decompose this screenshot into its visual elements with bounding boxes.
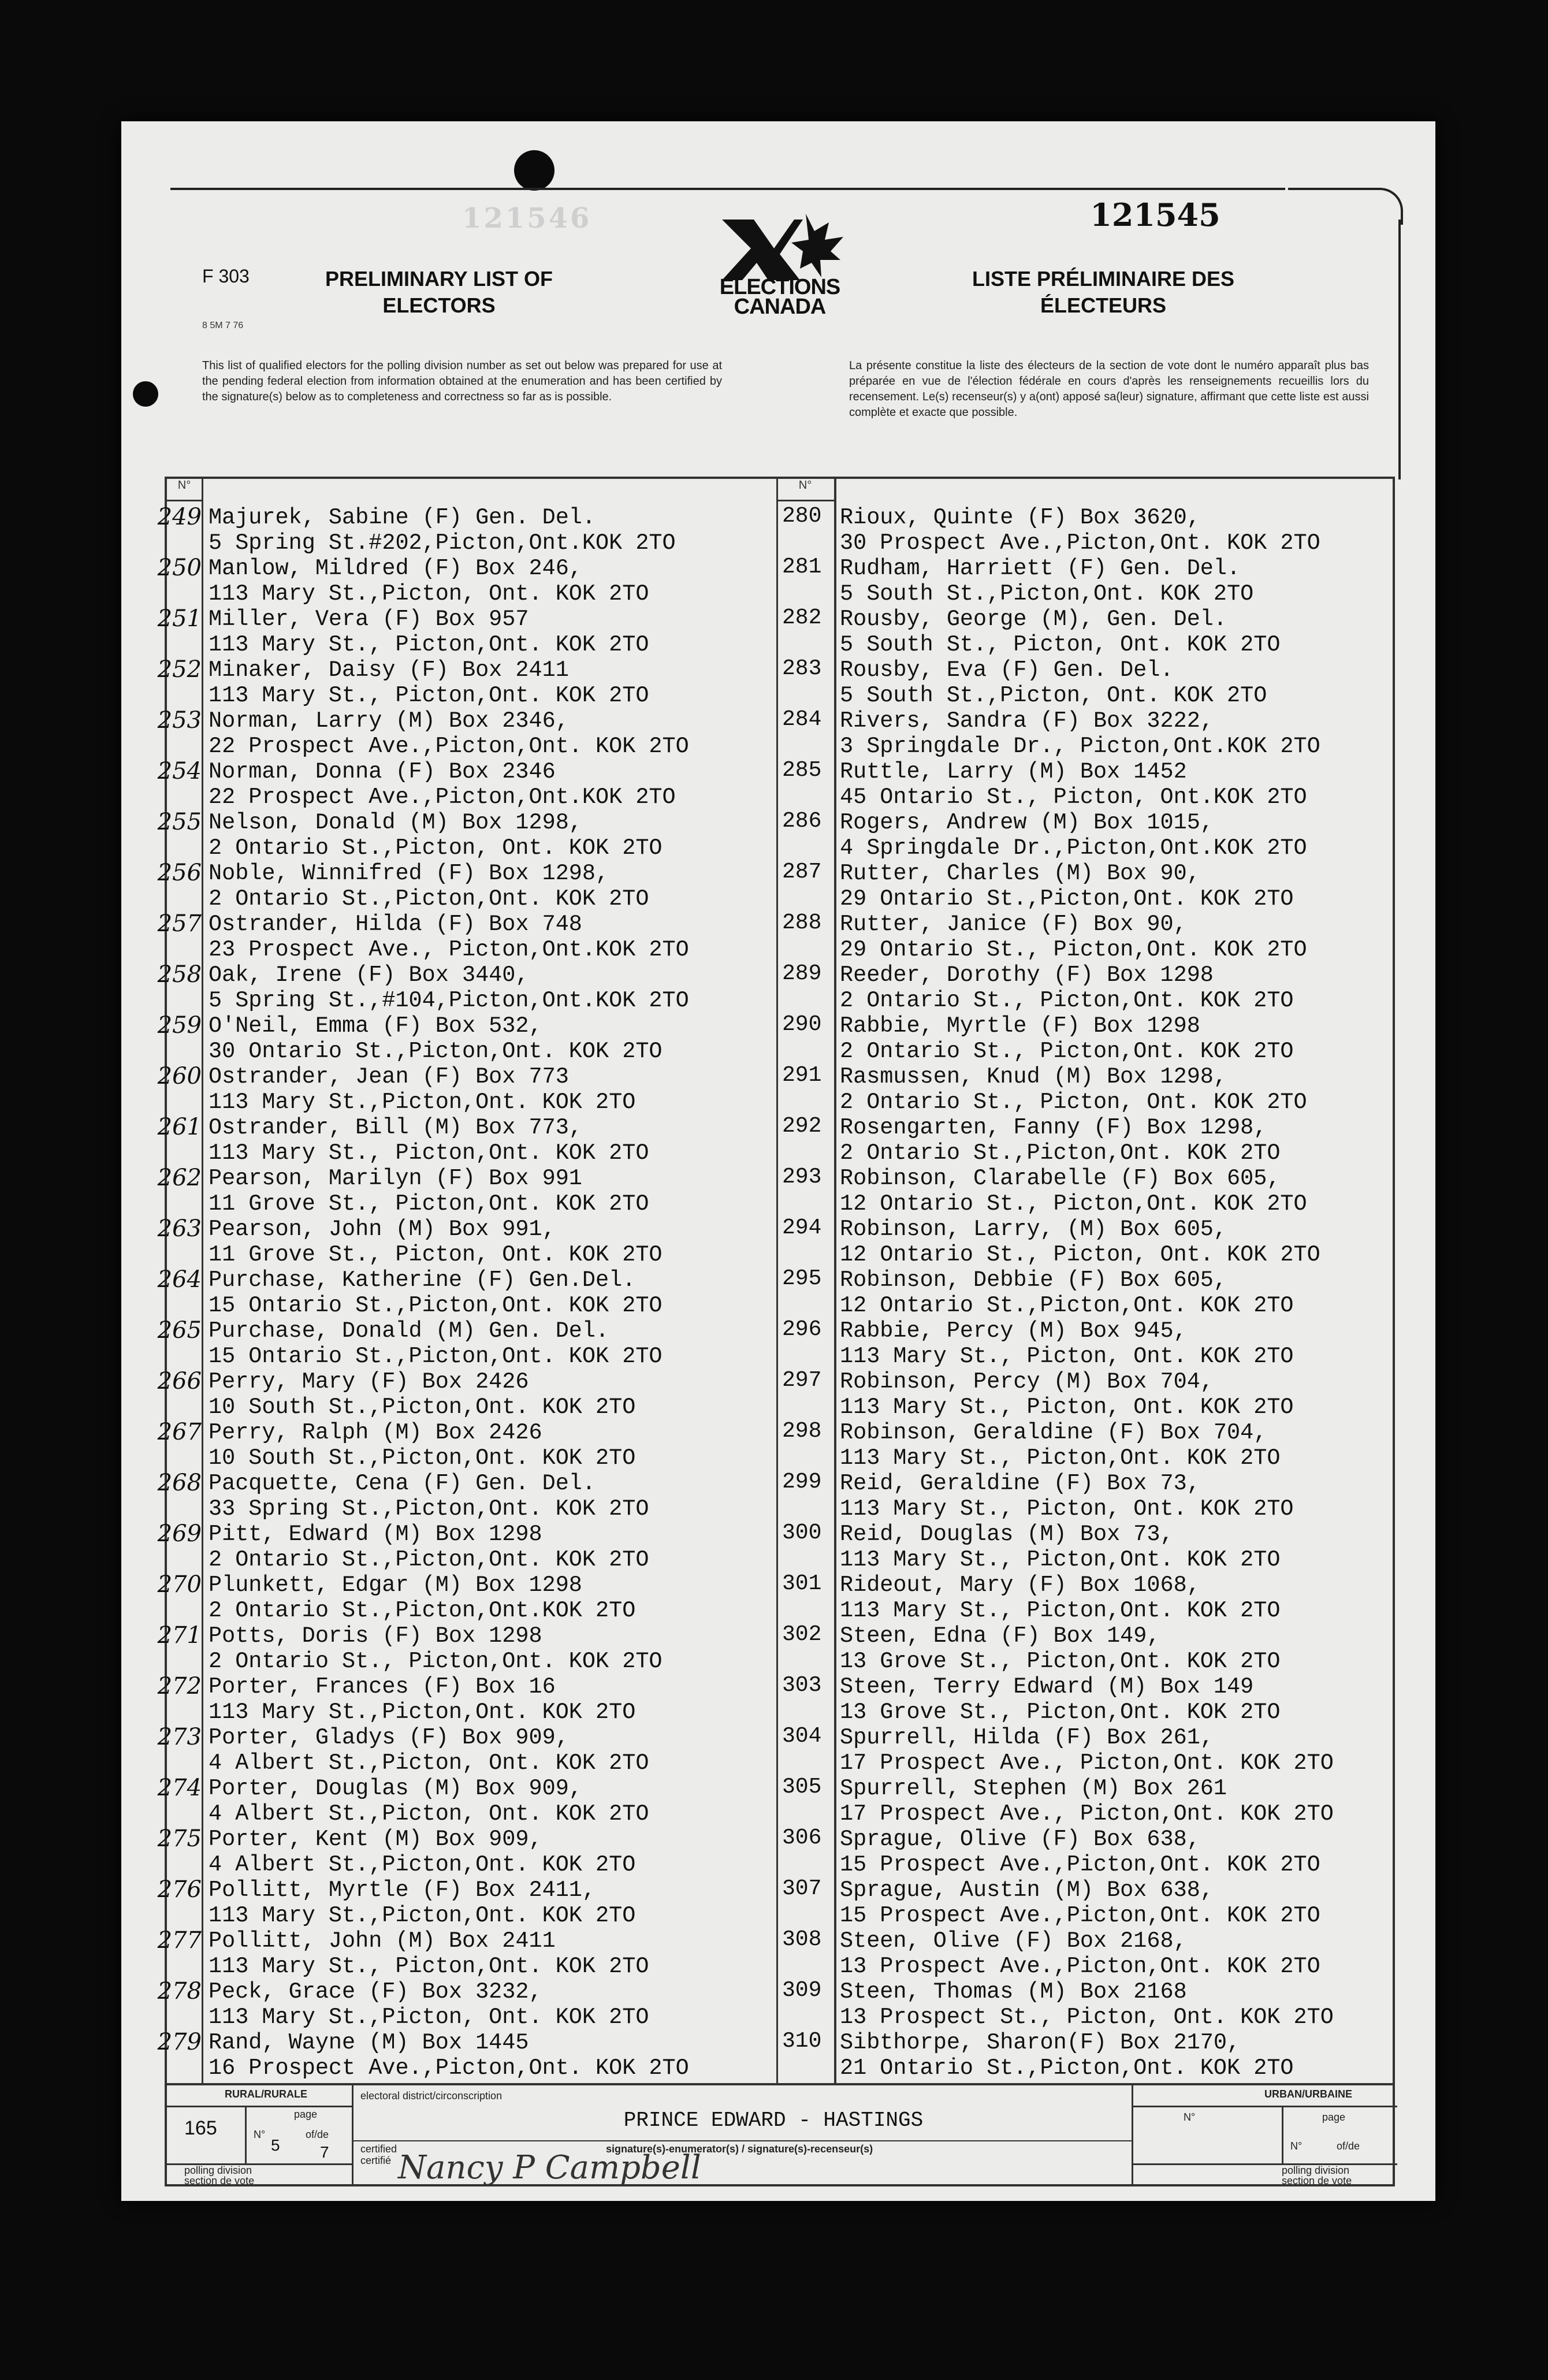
enumerator-signature: Nancy P Campbell (398, 2149, 701, 2186)
right-entry-name: Robinson, Percy (M) Box 704, (840, 1369, 1214, 1394)
polling-division-number: 165 (184, 2117, 217, 2139)
right-entry-name: Reeder, Dorothy (F) Box 1298 (840, 962, 1214, 988)
left-entry-number: 262 (157, 1165, 202, 1191)
col-header-left (167, 479, 203, 501)
logo-text (699, 277, 861, 317)
no-label-urban-2: N° (1290, 2140, 1303, 2152)
right-entry-address: 17 Prospect Ave., Picton,Ont. KOK 2TO (840, 1801, 1334, 1827)
elections-canada-logo (699, 208, 861, 329)
right-entry-number: 309 (782, 1978, 822, 2003)
punch-hole-top (514, 150, 555, 191)
right-entry-number: 298 (782, 1419, 822, 1444)
electors-table (157, 477, 1395, 2085)
right-entry-number: 308 (782, 1927, 822, 1952)
left-entry-number: 251 (157, 605, 202, 632)
right-entry-name: Rabbie, Percy (M) Box 945, (840, 1318, 1187, 1344)
right-entry-number: 306 (782, 1825, 822, 1850)
footer-hline-2 (1132, 2106, 1397, 2107)
right-entry-address: 45 Ontario St., Picton, Ont.KOK 2TO (840, 784, 1307, 810)
left-entry-address: 4 Albert St.,Picton, Ont. KOK 2TO (209, 1750, 649, 1776)
page-of: 7 (320, 2143, 329, 2161)
title-en-line2: ELECTORS (382, 293, 496, 317)
certified-label-en: certified (360, 2143, 397, 2155)
right-entry-name: Rousby, Eva (F) Gen. Del. (840, 657, 1174, 683)
left-entry-name: Manlow, Mildred (F) Box 246, (209, 556, 582, 581)
right-entry-number: 296 (782, 1317, 822, 1342)
right-entry-number: 303 (782, 1673, 822, 1698)
right-entry-name: Steen, Olive (F) Box 2168, (840, 1928, 1187, 1954)
left-entry-name: O'Neil, Emma (F) Box 532, (209, 1013, 542, 1039)
right-entry-address: 29 Ontario St., Picton,Ont. KOK 2TO (840, 937, 1307, 962)
right-entry-name: Sprague, Austin (M) Box 638, (840, 1877, 1214, 1903)
right-entry-name: Steen, Edna (F) Box 149, (840, 1623, 1160, 1649)
right-entry-address: 2 Ontario St.,Picton,Ont. KOK 2TO (840, 1140, 1281, 1166)
right-entry-name: Rivers, Sandra (F) Box 3222, (840, 708, 1214, 734)
polling-label-fr-rural: section de vote (184, 2175, 255, 2186)
right-entry-address: 29 Ontario St.,Picton,Ont. KOK 2TO (840, 886, 1294, 912)
right-entry-number: 310 (782, 2029, 822, 2054)
right-entry-number: 297 (782, 1368, 822, 1393)
polling-label-en-urban: polling division (1282, 2165, 1350, 2176)
district-label: electoral district/circonscription (360, 2090, 503, 2102)
footer-hline-5 (352, 2140, 1132, 2141)
left-entry-address: 22 Prospect Ave.,Picton,Ont.KOK 2TO (209, 784, 676, 810)
right-entry-name: Reid, Geraldine (F) Box 73, (840, 1471, 1200, 1496)
left-entry-name: Oak, Irene (F) Box 3440, (209, 962, 529, 988)
left-entry-number: 261 (157, 1114, 202, 1140)
of-label-rural: of/de (306, 2129, 329, 2140)
signature-label: signature(s)-enumerator(s) / signature(s)-recenseur(s) (606, 2143, 873, 2155)
intro-english: This list of qualified electors for the polling division number as set out below was prepared for use at the pending federal election from information obtained at the enumeration and has been certified by the signature(s) below as to completeness and correctness so far as is possible. (202, 359, 722, 403)
left-entry-number: 263 (157, 1215, 202, 1242)
left-entry-name: Ostrander, Hilda (F) Box 748 (209, 912, 582, 937)
left-entry-name: Rand, Wayne (M) Box 1445 (209, 2030, 529, 2055)
left-entry-name: Pacquette, Cena (F) Gen. Del. (209, 1471, 596, 1496)
page-label-urban: page (1322, 2111, 1346, 2123)
right-entry-address: 113 Mary St., Picton,Ont. KOK 2TO (840, 1445, 1281, 1471)
right-entry-number: 290 (782, 1012, 822, 1037)
certified-label-fr: certifié (360, 2155, 392, 2166)
left-entry-name: Pearson, John (M) Box 991, (209, 1217, 556, 1242)
left-entry-address: 113 Mary St.,Picton, Ont. KOK 2TO (209, 2005, 649, 2030)
left-entry-address: 2 Ontario St.,Picton, Ont. KOK 2TO (209, 835, 663, 861)
right-entry-address: 2 Ontario St., Picton, Ont. KOK 2TO (840, 1089, 1307, 1115)
right-entry-address: 113 Mary St., Picton, Ont. KOK 2TO (840, 1344, 1294, 1369)
polling-label-en-rural: polling division (184, 2165, 252, 2176)
right-entry-address: 113 Mary St., Picton, Ont. KOK 2TO (840, 1496, 1294, 1522)
left-entry-name: Potts, Doris (F) Box 1298 (209, 1623, 542, 1649)
left-entry-number: 265 (157, 1317, 202, 1344)
right-entry-name: Rabbie, Myrtle (F) Box 1298 (840, 1013, 1200, 1039)
right-entry-address: 13 Grove St., Picton,Ont. KOK 2TO (840, 1649, 1281, 1674)
right-entry-name: Rutter, Janice (F) Box 90, (840, 912, 1187, 937)
left-entry-name: Porter, Frances (F) Box 16 (209, 1674, 556, 1700)
right-entry-number: 287 (782, 860, 822, 884)
left-entry-number: 277 (157, 1927, 202, 1954)
right-entry-name: Sprague, Olive (F) Box 638, (840, 1827, 1200, 1852)
left-entry-address: 113 Mary St.,Picton,Ont. KOK 2TO (209, 1089, 636, 1115)
left-entry-number: 272 (157, 1673, 202, 1700)
footer-vline-a (245, 2106, 247, 2163)
left-entry-address: 113 Mary St., Picton,Ont. KOK 2TO (209, 1954, 649, 1979)
footer-divider-2 (1132, 2085, 1133, 2186)
col-header-left-label: N° (177, 479, 191, 492)
left-entry-number: 250 (157, 555, 202, 581)
col-header-right-label: N° (798, 479, 812, 492)
footer-hline-1 (167, 2106, 352, 2107)
page-label-rural: page (294, 2108, 318, 2120)
right-entry-name: Ruttle, Larry (M) Box 1452 (840, 759, 1187, 784)
left-entry-name: Plunkett, Edgar (M) Box 1298 (209, 1572, 582, 1598)
left-entry-number: 279 (157, 2029, 202, 2055)
right-entry-number: 304 (782, 1724, 822, 1749)
right-entry-number: 280 (782, 504, 822, 529)
footer-hline-4 (1132, 2163, 1397, 2165)
left-entry-name: Norman, Larry (M) Box 2346, (209, 708, 569, 734)
right-entry-address: 12 Ontario St., Picton,Ont. KOK 2TO (840, 1191, 1307, 1217)
left-entry-number: 270 (157, 1571, 202, 1598)
left-entry-address: 2 Ontario St.,Picton,Ont. KOK 2TO (209, 1547, 649, 1572)
left-entry-address: 2 Ontario St.,Picton,Ont.KOK 2TO (209, 1598, 636, 1623)
left-entry-number: 266 (157, 1368, 202, 1394)
right-entry-address: 4 Springdale Dr.,Picton,Ont.KOK 2TO (840, 835, 1307, 861)
left-entry-number: 274 (157, 1775, 202, 1801)
left-entry-number: 264 (157, 1266, 202, 1293)
rural-label: RURAL/RURALE (225, 2088, 307, 2100)
right-entry-number: 305 (782, 1775, 822, 1799)
left-entry-address: 33 Spring St.,Picton,Ont. KOK 2TO (209, 1496, 649, 1522)
left-entry-address: 113 Mary St., Picton,Ont. KOK 2TO (209, 683, 649, 708)
right-entry-number: 283 (782, 656, 822, 681)
right-entry-address: 13 Prospect Ave.,Picton,Ont. KOK 2TO (840, 1954, 1320, 1979)
left-entry-number: 278 (157, 1978, 202, 2005)
right-entry-name: Steen, Thomas (M) Box 2168 (840, 1979, 1187, 2005)
punch-hole-left (133, 381, 158, 407)
of-label-urban: of/de (1337, 2140, 1360, 2152)
left-entry-name: Miller, Vera (F) Box 957 (209, 607, 529, 632)
right-entry-number: 291 (782, 1063, 822, 1088)
urban-label: URBAN/URBAINE (1264, 2088, 1352, 2100)
right-entry-number: 289 (782, 961, 822, 986)
right-entry-name: Sibthorpe, Sharon(F) Box 2170, (840, 2030, 1241, 2055)
right-entry-address: 2 Ontario St., Picton,Ont. KOK 2TO (840, 1039, 1294, 1064)
right-entry-number: 281 (782, 555, 822, 579)
left-entry-name: Ostrander, Bill (M) Box 773, (209, 1115, 582, 1140)
left-entry-address: 11 Grove St., Picton,Ont. KOK 2TO (209, 1191, 649, 1217)
left-entry-address: 4 Albert St.,Picton, Ont. KOK 2TO (209, 1801, 649, 1827)
right-entry-address: 2 Ontario St., Picton,Ont. KOK 2TO (840, 988, 1294, 1013)
right-entry-address: 5 South St., Picton, Ont. KOK 2TO (840, 632, 1281, 657)
left-entry-address: 113 Mary St., Picton,Ont. KOK 2TO (209, 632, 649, 657)
left-entry-number: 268 (157, 1470, 202, 1496)
left-entry-address: 15 Ontario St.,Picton,Ont. KOK 2TO (209, 1293, 663, 1318)
right-entry-address: 30 Prospect Ave.,Picton,Ont. KOK 2TO (840, 530, 1320, 556)
left-entry-address: 5 Spring St.,#104,Picton,Ont.KOK 2TO (209, 988, 689, 1013)
left-entry-number: 255 (157, 809, 202, 835)
left-entry-name: Pollitt, John (M) Box 2411 (209, 1928, 556, 1954)
left-entry-number: 275 (157, 1825, 202, 1852)
footer-divider-1 (352, 2085, 353, 2186)
left-entry-name: Perry, Ralph (M) Box 2426 (209, 1420, 542, 1445)
right-entry-name: Steen, Terry Edward (M) Box 149 (840, 1674, 1254, 1700)
left-entry-name: Porter, Douglas (M) Box 909, (209, 1776, 582, 1801)
right-entry-address: 3 Springdale Dr., Picton,Ont.KOK 2TO (840, 734, 1320, 759)
right-entry-name: Rioux, Quinte (F) Box 3620, (840, 505, 1200, 530)
right-entry-address: 13 Grove St., Picton,Ont. KOK 2TO (840, 1700, 1281, 1725)
right-entry-address: 17 Prospect Ave., Picton,Ont. KOK 2TO (840, 1750, 1334, 1776)
right-entry-address: 12 Ontario St., Picton, Ont. KOK 2TO (840, 1242, 1320, 1267)
right-entry-address: 13 Prospect St., Picton, Ont. KOK 2TO (840, 2005, 1334, 2030)
right-entry-name: Robinson, Geraldine (F) Box 704, (840, 1420, 1267, 1445)
right-entry-number: 302 (782, 1622, 822, 1647)
right-entry-name: Rideout, Mary (F) Box 1068, (840, 1572, 1200, 1598)
right-entry-number: 307 (782, 1876, 822, 1901)
title-french (942, 266, 1265, 319)
right-entry-number: 294 (782, 1215, 822, 1240)
left-entry-address: 113 Mary St., Picton,Ont. KOK 2TO (209, 1140, 649, 1166)
left-entry-name: Porter, Kent (M) Box 909, (209, 1827, 542, 1852)
no-label-urban: N° (1184, 2111, 1196, 2123)
left-entry-name: Purchase, Donald (M) Gen. Del. (209, 1318, 609, 1344)
right-entry-name: Spurrell, Stephen (M) Box 261 (840, 1776, 1227, 1801)
left-entry-name: Pitt, Edward (M) Box 1298 (209, 1522, 542, 1547)
right-entry-name: Spurrell, Hilda (F) Box 261, (840, 1725, 1214, 1750)
left-entry-address: 2 Ontario St.,Picton,Ont. KOK 2TO (209, 886, 649, 912)
right-entry-name: Robinson, Larry, (M) Box 605, (840, 1217, 1227, 1242)
left-entry-number: 276 (157, 1876, 202, 1903)
left-entry-address: 15 Ontario St.,Picton,Ont. KOK 2TO (209, 1344, 663, 1369)
left-entry-address: 2 Ontario St., Picton,Ont. KOK 2TO (209, 1649, 663, 1674)
left-entry-number: 273 (157, 1724, 202, 1750)
right-entry-address: 15 Prospect Ave.,Picton,Ont. KOK 2TO (840, 1852, 1320, 1877)
left-entry-address: 5 Spring St.#202,Picton,Ont.KOK 2TO (209, 530, 676, 556)
left-entry-number: 252 (157, 656, 202, 683)
left-entry-name: Purchase, Katherine (F) Gen.Del. (209, 1267, 636, 1293)
right-entry-number: 285 (782, 758, 822, 783)
left-entry-number: 254 (157, 758, 202, 784)
right-rule (1398, 220, 1401, 479)
left-number-divider (202, 479, 203, 2083)
left-entry-name: Norman, Donna (F) Box 2346 (209, 759, 556, 784)
right-entry-name: Rogers, Andrew (M) Box 1015, (840, 810, 1214, 835)
right-entry-number: 284 (782, 707, 822, 732)
document-sheet (121, 121, 1435, 2201)
left-entry-name: Majurek, Sabine (F) Gen. Del. (209, 505, 596, 530)
title-fr-line2: ÉLECTEURS (1040, 293, 1167, 317)
left-entry-number: 257 (157, 910, 202, 937)
faint-stamp: 121546 (462, 202, 592, 235)
right-entry-number: 286 (782, 809, 822, 834)
left-entry-number: 269 (157, 1520, 202, 1547)
right-entry-number: 282 (782, 605, 822, 630)
form-number: F 303 (202, 266, 250, 287)
left-entry-name: Porter, Gladys (F) Box 909, (209, 1725, 569, 1750)
right-entry-address: 5 South St.,Picton,Ont. KOK 2TO (840, 581, 1254, 607)
left-entry-address: 10 South St.,Picton,Ont. KOK 2TO (209, 1394, 636, 1420)
top-rule (170, 188, 1285, 190)
left-entry-number: 253 (157, 707, 202, 734)
right-entry-name: Rudham, Harriett (F) Gen. Del. (840, 556, 1241, 581)
left-entry-name: Pollitt, Myrtle (F) Box 2411, (209, 1877, 596, 1903)
right-entry-name: Rosengarten, Fanny (F) Box 1298, (840, 1115, 1267, 1140)
title-fr-line1: LISTE PRÉLIMINAIRE DES (972, 267, 1235, 291)
left-entry-address: 113 Mary St.,Picton, Ont. KOK 2TO (209, 581, 649, 607)
right-entry-address: 5 South St.,Picton, Ont. KOK 2TO (840, 683, 1267, 708)
col-header-right (776, 479, 834, 501)
left-entry-number: 259 (157, 1012, 202, 1039)
left-entry-address: 10 South St.,Picton,Ont. KOK 2TO (209, 1445, 636, 1471)
right-entry-name: Robinson, Debbie (F) Box 605, (840, 1267, 1227, 1293)
left-entry-number: 267 (157, 1419, 202, 1445)
right-entry-address: 15 Prospect Ave.,Picton,Ont. KOK 2TO (840, 1903, 1320, 1928)
logo-line2: CANADA (734, 295, 826, 319)
right-entry-number: 293 (782, 1165, 822, 1189)
serial-number: 121545 (1090, 196, 1220, 233)
district-name: PRINCE EDWARD - HASTINGS (623, 2108, 924, 2132)
right-entry-name: Robinson, Clarabelle (F) Box 605, (840, 1166, 1281, 1191)
right-entry-address: 113 Mary St., Picton,Ont. KOK 2TO (840, 1547, 1281, 1572)
right-entry-name: Reid, Douglas (M) Box 73, (840, 1522, 1174, 1547)
left-entry-address: 23 Prospect Ave., Picton,Ont.KOK 2TO (209, 937, 689, 962)
right-entry-number: 288 (782, 910, 822, 935)
logo-line1: ELECTIONS (719, 275, 840, 299)
right-entry-number: 292 (782, 1114, 822, 1139)
right-entry-address: 113 Mary St., Picton, Ont. KOK 2TO (840, 1394, 1294, 1420)
left-entry-name: Nelson, Donald (M) Box 1298, (209, 810, 582, 835)
no-label-rural: N° (254, 2129, 266, 2140)
form-code: 8 5M 7 76 (202, 321, 244, 330)
left-entry-number: 260 (157, 1063, 202, 1089)
left-entry-name: Pearson, Marilyn (F) Box 991 (209, 1166, 582, 1191)
right-entry-name: Rasmussen, Knud (M) Box 1298, (840, 1064, 1227, 1089)
right-entry-number: 300 (782, 1520, 822, 1545)
logo-x-maple-icon (699, 208, 861, 283)
left-entry-address: 22 Prospect Ave.,Picton,Ont. KOK 2TO (209, 734, 689, 759)
left-entry-name: Minaker, Daisy (F) Box 2411 (209, 657, 569, 683)
title-en-line1: PRELIMINARY LIST OF (325, 267, 553, 291)
right-entry-address: 21 Ontario St.,Picton,Ont. KOK 2TO (840, 2055, 1294, 2081)
right-entry-address: 113 Mary St., Picton,Ont. KOK 2TO (840, 1598, 1281, 1623)
right-entry-number: 301 (782, 1571, 822, 1596)
left-entry-address: 30 Ontario St.,Picton,Ont. KOK 2TO (209, 1039, 663, 1064)
right-entry-name: Rousby, George (M), Gen. Del. (840, 607, 1227, 632)
left-entry-address: 113 Mary St.,Picton,Ont. KOK 2TO (209, 1903, 636, 1928)
right-entry-address: 12 Ontario St.,Picton,Ont. KOK 2TO (840, 1293, 1294, 1318)
footer-vline-b (1282, 2106, 1283, 2163)
left-entry-number: 258 (157, 961, 202, 988)
left-entry-address: 4 Albert St.,Picton,Ont. KOK 2TO (209, 1852, 636, 1877)
left-entry-name: Noble, Winnifred (F) Box 1298, (209, 861, 609, 886)
left-entry-address: 113 Mary St.,Picton,Ont. KOK 2TO (209, 1700, 636, 1725)
top-right-corner (1288, 188, 1403, 225)
footer (165, 2085, 1395, 2186)
left-entry-number: 256 (157, 860, 202, 886)
left-entry-name: Ostrander, Jean (F) Box 773 (209, 1064, 569, 1089)
right-entry-name: Rutter, Charles (M) Box 90, (840, 861, 1200, 886)
page-number: 5 (271, 2136, 280, 2154)
left-entry-address: 16 Prospect Ave.,Picton,Ont. KOK 2TO (209, 2055, 689, 2081)
left-entry-number: 249 (157, 504, 202, 530)
intro-french: La présente constitue la liste des électeurs de la section de vote dont le numéro apparaît plus bas préparée en vue de l'élection fédérale en cours d'après les renseignements recueillis lors du recensement. Le(s) recenseur(s) y a(ont) apposé sa(leur) signature, affirmant que cette liste est aussi complète et exacte que possible. (849, 359, 1369, 419)
right-number-divider-left (776, 479, 778, 2083)
polling-label-fr-urban: section de vote (1282, 2175, 1352, 2186)
left-entry-name: Peck, Grace (F) Box 3232, (209, 1979, 542, 2005)
title-english (312, 266, 566, 319)
left-entry-number: 271 (157, 1622, 202, 1649)
right-entry-number: 299 (782, 1470, 822, 1494)
left-entry-address: 11 Grove St., Picton, Ont. KOK 2TO (209, 1242, 663, 1267)
left-entry-name: Perry, Mary (F) Box 2426 (209, 1369, 529, 1394)
right-entry-number: 295 (782, 1266, 822, 1291)
